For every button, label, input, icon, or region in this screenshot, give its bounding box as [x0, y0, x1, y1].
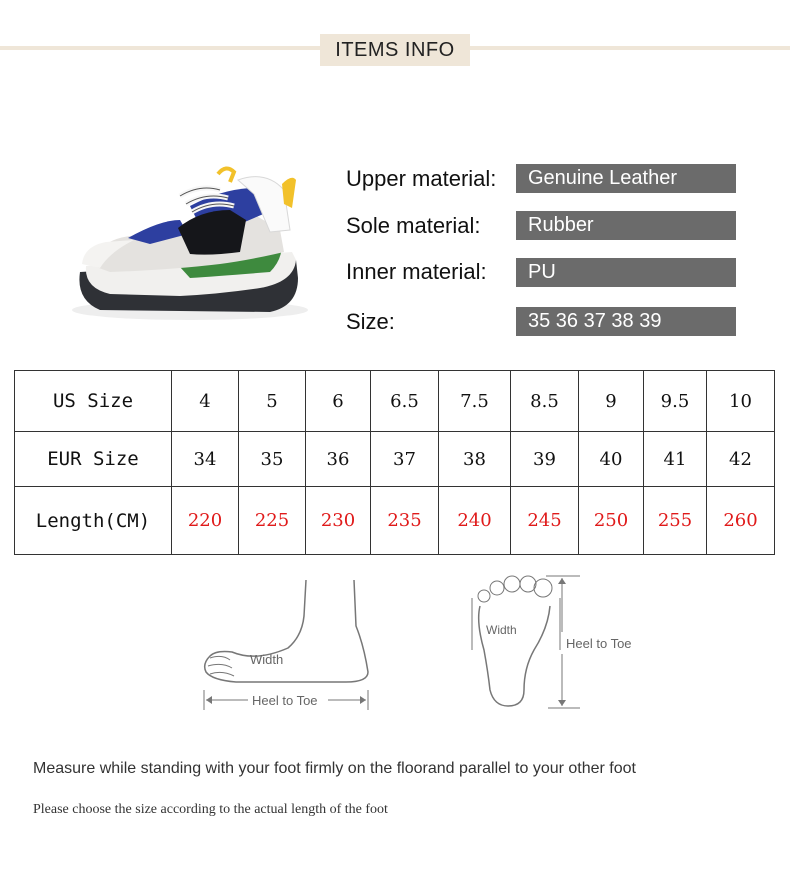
- us-size-cell: 7.5: [439, 371, 511, 432]
- length-cell: 250: [579, 487, 644, 555]
- us-size-cell: 8.5: [511, 371, 579, 432]
- us-size-row: [15, 371, 775, 432]
- inner-material-label: Inner material:: [346, 259, 487, 284]
- us-size-cell: 6: [306, 371, 371, 432]
- eur-size-cell: 38: [439, 432, 511, 487]
- sneaker-product-image: [70, 160, 310, 330]
- side-width-label: Width: [250, 652, 284, 667]
- us-size-cell: 9.5: [644, 371, 707, 432]
- size-chart-table: [14, 370, 775, 555]
- us-size-header: US Size: [15, 371, 172, 432]
- length-cell: 255: [644, 487, 707, 555]
- size-choice-instruction: Please choose the size according to the actual length of the foot: [33, 802, 388, 817]
- side-length-label: Heel to Toe: [252, 693, 318, 708]
- measure-instruction: Measure while standing with your foot firmly on the floorand parallel to your other foot: [33, 760, 636, 777]
- length-row: [15, 487, 775, 555]
- us-size-cell: 10: [707, 371, 775, 432]
- eur-size-cell: 39: [511, 432, 579, 487]
- header-rule-right: [468, 46, 790, 50]
- eur-size-cell: 34: [172, 432, 239, 487]
- length-header: Length(CM): [15, 487, 172, 555]
- sole-width-label: Width: [486, 623, 517, 637]
- eur-size-cell: 35: [239, 432, 306, 487]
- length-cell: 235: [371, 487, 439, 555]
- eur-size-cell: 42: [707, 432, 775, 487]
- foot-sole-view-diagram: [468, 572, 648, 716]
- upper-material-label: Upper material:: [346, 166, 497, 191]
- eur-size-cell: 36: [306, 432, 371, 487]
- length-cell: 220: [172, 487, 239, 555]
- eur-size-cell: 40: [579, 432, 644, 487]
- length-cell: 245: [511, 487, 579, 555]
- us-size-cell: 5: [239, 371, 306, 432]
- upper-material-value: Genuine Leather: [516, 164, 736, 193]
- length-cell: 230: [306, 487, 371, 555]
- eur-size-header: EUR Size: [15, 432, 172, 487]
- eur-size-cell: 41: [644, 432, 707, 487]
- inner-material-value: PU: [516, 258, 736, 287]
- us-size-cell: 6.5: [371, 371, 439, 432]
- length-cell: 225: [239, 487, 306, 555]
- section-title: ITEMS INFO: [320, 34, 470, 66]
- size-label: Size:: [346, 309, 395, 334]
- sole-material-label: Sole material:: [346, 213, 481, 238]
- length-cell: 240: [439, 487, 511, 555]
- foot-side-view-diagram: [196, 576, 376, 716]
- sole-length-label: Heel to Toe: [566, 636, 632, 651]
- eur-size-cell: 37: [371, 432, 439, 487]
- size-range-value: 35 36 37 38 39: [516, 307, 736, 336]
- us-size-cell: 9: [579, 371, 644, 432]
- sole-material-value: Rubber: [516, 211, 736, 240]
- us-size-cell: 4: [172, 371, 239, 432]
- eur-size-row: [15, 432, 775, 487]
- length-cell: 260: [707, 487, 775, 555]
- header-rule-left: [0, 46, 322, 50]
